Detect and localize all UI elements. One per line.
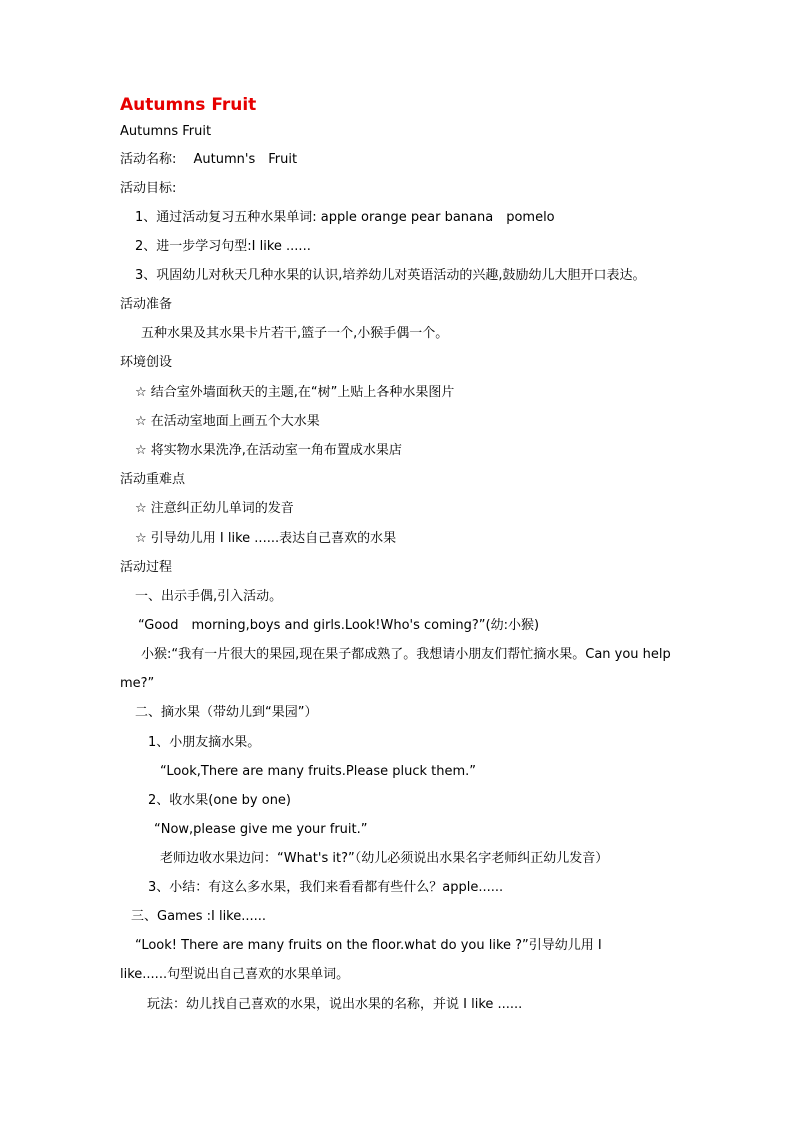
section-heading-key-points: 活动重难点 (120, 472, 186, 487)
preparation-text: 五种水果及其水果卡片若干,篮子一个,小猴手偶一个。 (141, 326, 449, 341)
process-step-3-rules: 玩法：幼儿找自己喜欢的水果，说出水果的名称，并说 I like ...... (147, 997, 523, 1012)
key-point-item-1: ☆ 注意纠正幼儿单词的发音 (135, 501, 294, 516)
section-heading-preparation: 活动准备 (120, 297, 173, 312)
goal-item-2: 2、进一步学习句型:I like ...... (135, 239, 311, 254)
environment-item-3: ☆ 将实物水果洗净,在活动室一角布置成水果店 (135, 443, 402, 458)
goal-item-1: 1、通过活动复习五种水果单词: apple orange pear banana pomelo (135, 210, 555, 225)
process-step-2-sub-2-dialogue: “Now,please give me your fruit.” (154, 822, 368, 837)
process-step-3-dialogue: “Look! There are many fruits on the floor.what do you like ?”引导幼儿用 I (135, 938, 602, 953)
process-step-3-dialogue-cont: like......句型说出自己喜欢的水果单词。 (120, 967, 350, 982)
section-heading-environment: 环境创设 (120, 355, 173, 370)
environment-item-1: ☆ 结合室外墙面秋天的主题,在“树”上贴上各种水果图片 (135, 385, 455, 400)
subtitle: Autumns Fruit (120, 124, 212, 139)
process-step-2-sub-3: 3、小结：有这么多水果，我们来看看都有些什么？apple...... (148, 880, 504, 895)
goal-item-3: 3、巩固幼儿对秋天几种水果的认识,培养幼儿对英语活动的兴趣,鼓励幼儿大胆开口表达。 (135, 268, 646, 283)
process-step-2-sub-2-note: 老师边收水果边问：“What's it?”（幼儿必须说出水果名字老师纠正幼儿发音） (160, 851, 609, 866)
process-step-3-heading: 三、Games :I like...... (131, 909, 267, 924)
activity-name-line: 活动名称: Autumn's Fruit (120, 152, 298, 167)
section-heading-goals: 活动目标: (120, 181, 177, 196)
process-step-2-sub-1: 1、小朋友摘水果。 (148, 735, 261, 750)
environment-item-2: ☆ 在活动室地面上画五个大水果 (135, 414, 320, 429)
section-heading-process: 活动过程 (120, 560, 173, 575)
process-step-1-heading: 一、出示手偶,引入活动。 (135, 589, 283, 604)
process-step-1-monkey-line-cont: me?” (120, 676, 155, 691)
process-step-1-dialogue: “Good morning,boys and girls.Look!Who's coming?”(幼:小猴) (138, 618, 540, 633)
document-title: Autumns Fruit (120, 95, 257, 115)
key-point-item-2: ☆ 引导幼儿用 I like ......表达自己喜欢的水果 (135, 531, 397, 546)
process-step-2-sub-1-dialogue: “Look,There are many fruits.Please pluck them.” (160, 764, 477, 779)
process-step-1-monkey-line: 小猴:“我有一片很大的果园,现在果子都成熟了。我想请小朋友们帮忙摘水果。Can you help (141, 647, 671, 662)
process-step-2-heading: 二、摘水果（带幼儿到“果园”） (135, 705, 318, 720)
process-step-2-sub-2: 2、收水果(one by one) (148, 793, 292, 808)
